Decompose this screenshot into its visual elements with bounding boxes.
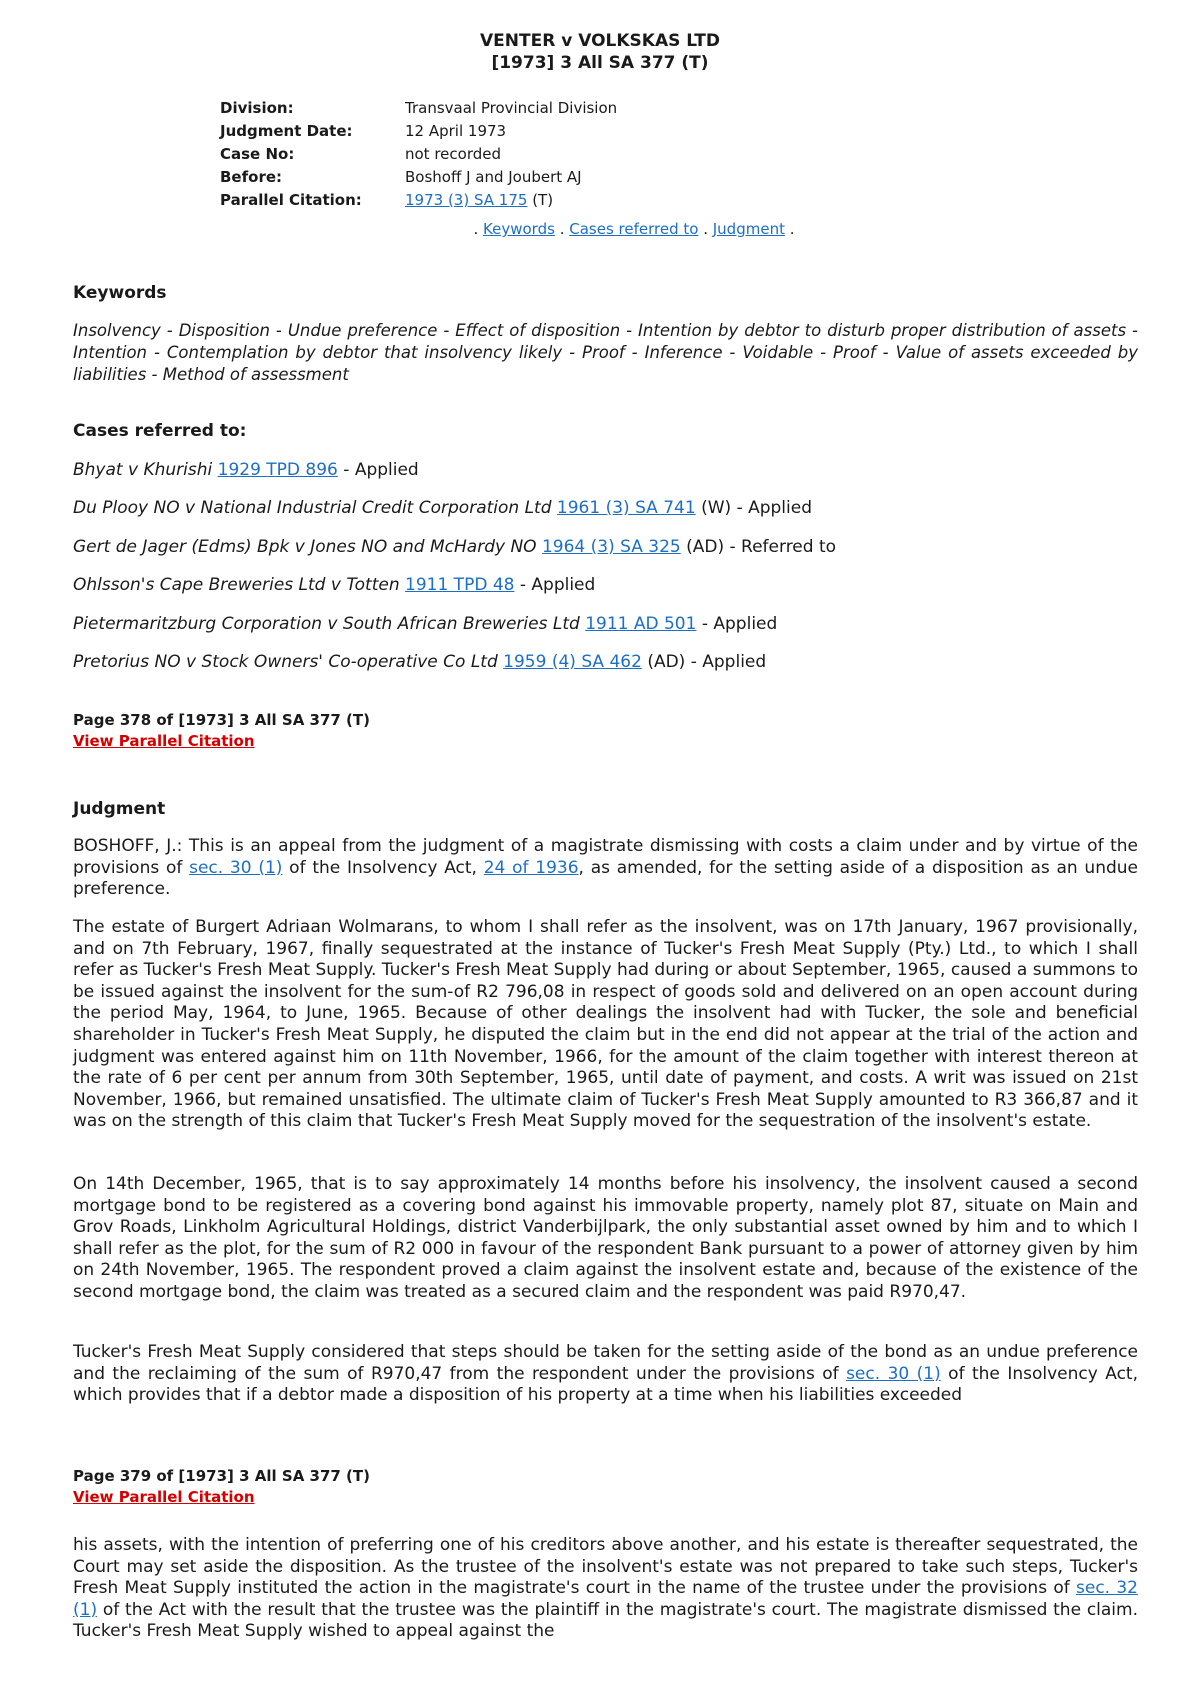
division-value: Transvaal Provincial Division: [405, 99, 618, 117]
jump-cases-link[interactable]: Cases referred to: [569, 220, 699, 238]
case-court: (AD): [647, 652, 686, 672]
parallel-citation-link[interactable]: 1973 (3) SA 175: [405, 191, 528, 209]
judgment-paragraph: [73, 1342, 1138, 1407]
case-no-label: Case No:: [220, 145, 295, 163]
paragraph-text: Tucker's Fresh Meat Supply considered that steps should be taken for the setting aside of the bond as an undue preference and the reclaiming of the sum of R970,47 from the respondent under the provisions of: [73, 1342, 1138, 1384]
case-item: [73, 536, 1138, 558]
paragraph-text: of the Act with the result that the trustee was the plaintiff in the magistrate's court. The magistrate dismissed the claim. Tucker's Fresh Meat Supply wished to appeal against the: [73, 1599, 1138, 1642]
keywords-text: Insolvency - Disposition - Undue preference - Effect of disposition - Intention by debtor to disturb proper distribution of assets - Intention - Contemplation by debtor that insolvency likely - Proof - Inference - Voidable - Proof - Value of assets exceeded by liabilities - Method of assessment: [73, 321, 1138, 384]
paragraph-text: his assets, with the intention of preferring one of his creditors above another, and his estate is thereafter sequestrated, the Court may set aside the disposition. As the trustee of the insolvent's estate was not prepared to take such steps, Tucker's Fresh Meat Supply instituted the action in the magistrate's court in the name of the trustee under the provisions of: [73, 1535, 1138, 1599]
section-jump-links: . Keywords . Cases referred to . Judgment .: [473, 220, 795, 238]
case-metadata: [220, 99, 617, 214]
case-treatment: - Applied: [343, 460, 419, 480]
statute-link[interactable]: 24 of 1936: [483, 857, 579, 878]
judgment-paragraph: The estate of Burgert Adriaan Wolmarans, to whom I shall refer as the insolvent, was on 17th January, 1967 provisionally, and on 7th February, 1967, finally sequestrated at the instance of Tucker's Fresh Meat Supply (Pty.) Ltd., to which I shall refer as Tucker's Fresh Meat Supply. Tucker's Fresh Meat Supply had during or about September, 1965, caused a summons to be issued against the insolvent for the sum-of R2 796,08 in respect of goods sold and delivered on an open account during the period May, 1964, to June, 1965. Because of other dealings the insolvent had with Tucker, the sole and beneficial shareholder in Tucker's Fresh Meat Supply, he disputed the claim but in the end did not appear at the trial of the action and judgment was entered against him on 11th November, 1966, for the amount of the claim together with interest thereon at the rate of 6 per cent per annum from 30th September, 1965, until date of payment, and costs. A writ was issued on 21st November, 1966, but remained unsatisfied. The ultimate claim of Tucker's Fresh Meat Supply amounted to R3 366,87 and it was on the strength of this claim that Tucker's Fresh Meat Supply moved for the sequestration of the insolvent's estate.: [73, 917, 1138, 1132]
page-marker: [73, 1466, 1138, 1508]
case-treatment: - Referred to: [729, 537, 837, 557]
division-label: Division:: [220, 99, 294, 117]
before-label: Before:: [220, 168, 283, 186]
case-title: [0, 30, 1200, 74]
case-title-name: VENTER v VOLKSKAS LTD: [480, 31, 720, 51]
page-marker-label: Page 379 of [1973] 3 All SA 377 (T): [73, 1467, 370, 1485]
case-citation-link[interactable]: 1961 (3) SA 741: [556, 498, 696, 518]
paragraph-text: BOSHOFF, J.: This is an appeal from the judgment of a magistrate dismissing with costs a claim under and by virtue of the provisions of: [73, 836, 1138, 878]
case-citation-link[interactable]: 1964 (3) SA 325: [541, 537, 681, 557]
judgment-paragraph: On 14th December, 1965, that is to say approximately 14 months before his insolvency, the insolvent caused a second mortgage bond to be registered as a covering bond against his immovable property, namely plot 87, situate on Main and Grov Roads, Linkholm Agricultural Holdings, district Vanderbijlpark, the only substantial asset owned by him and to which I shall refer as the plot, for the sum of R2 000 in favour of the respondent Bank pursuant to a power of attorney given by him on 24th November, 1965. The respondent proved a claim against the insolvent estate and, because of the existence of the second mortgage bond, the claim was treated as a secured claim and the respondent was paid R970,47.: [73, 1174, 1138, 1302]
jump-judgment-link[interactable]: Judgment: [712, 220, 785, 238]
case-name: Gert de Jager (Edms) Bpk v Jones NO and McHardy NO: [73, 537, 537, 557]
case-name: Du Plooy NO v National Industrial Credit Corporation Ltd: [73, 498, 552, 518]
view-parallel-citation-link[interactable]: View Parallel Citation: [73, 1488, 255, 1506]
paragraph-text: , as amended, for the setting aside of a disposition as an undue preference.: [73, 857, 1139, 900]
page-marker: [73, 710, 1138, 752]
parallel-citation-value: [405, 191, 617, 214]
keywords-heading: Keywords: [73, 283, 167, 303]
case-citation-link[interactable]: 1911 AD 501: [585, 614, 697, 634]
case-name: Bhyat v Khurishi: [73, 460, 213, 480]
before-value: Boshoff J and Joubert AJ: [405, 168, 582, 186]
case-court: (W): [701, 498, 732, 518]
judgment-heading: Judgment: [73, 799, 166, 819]
statute-link[interactable]: sec. 30 (1): [189, 857, 283, 878]
parallel-citation-label: Parallel Citation:: [220, 191, 362, 209]
case-no-value: not recorded: [405, 145, 501, 163]
case-citation-link[interactable]: 1959 (4) SA 462: [503, 652, 642, 672]
statute-link[interactable]: sec. 32 (1): [73, 1578, 1138, 1620]
case-citation-link[interactable]: 1911 TPD 48: [405, 575, 515, 595]
cases-heading: Cases referred to:: [73, 421, 247, 441]
statute-link[interactable]: sec. 30 (1): [846, 1363, 941, 1384]
case-item: [73, 651, 1138, 673]
judgment-paragraph: [73, 1535, 1138, 1643]
paragraph-text: of the Insolvency Act, which provides that if a debtor made a disposition of his property at a time when his liabilities exceeded: [73, 1363, 1138, 1406]
case-title-citation: [1973] 3 All SA 377 (T): [491, 53, 709, 73]
judgment-date-label: Judgment Date:: [220, 122, 353, 140]
case-item: [73, 613, 1138, 635]
paragraph-text: of the Insolvency Act,: [282, 857, 484, 878]
case-item: [73, 497, 1138, 519]
case-treatment: - Applied: [736, 498, 813, 518]
case-treatment: - Applied: [701, 614, 778, 634]
case-name: Ohlsson's Cape Breweries Ltd v Totten: [73, 575, 400, 595]
jump-keywords-link[interactable]: Keywords: [483, 220, 555, 238]
case-treatment: - Applied: [690, 652, 767, 672]
case-name: Pietermaritzburg Corporation v South African Breweries Ltd: [73, 614, 580, 634]
parallel-citation-court: (T): [532, 191, 554, 209]
case-citation-link[interactable]: 1929 TPD 896: [217, 460, 338, 480]
judgment-paragraph: [73, 836, 1138, 901]
case-item: [73, 459, 1138, 481]
case-name: Pretorius NO v Stock Owners' Co-operative Co Ltd: [73, 652, 498, 672]
page-marker-label: Page 378 of [1973] 3 All SA 377 (T): [73, 711, 370, 729]
case-item: [73, 574, 1138, 596]
view-parallel-citation-link[interactable]: View Parallel Citation: [73, 732, 255, 750]
case-treatment: - Applied: [519, 575, 596, 595]
case-court: (AD): [686, 537, 725, 557]
judgment-date-value: 12 April 1973: [405, 122, 507, 140]
